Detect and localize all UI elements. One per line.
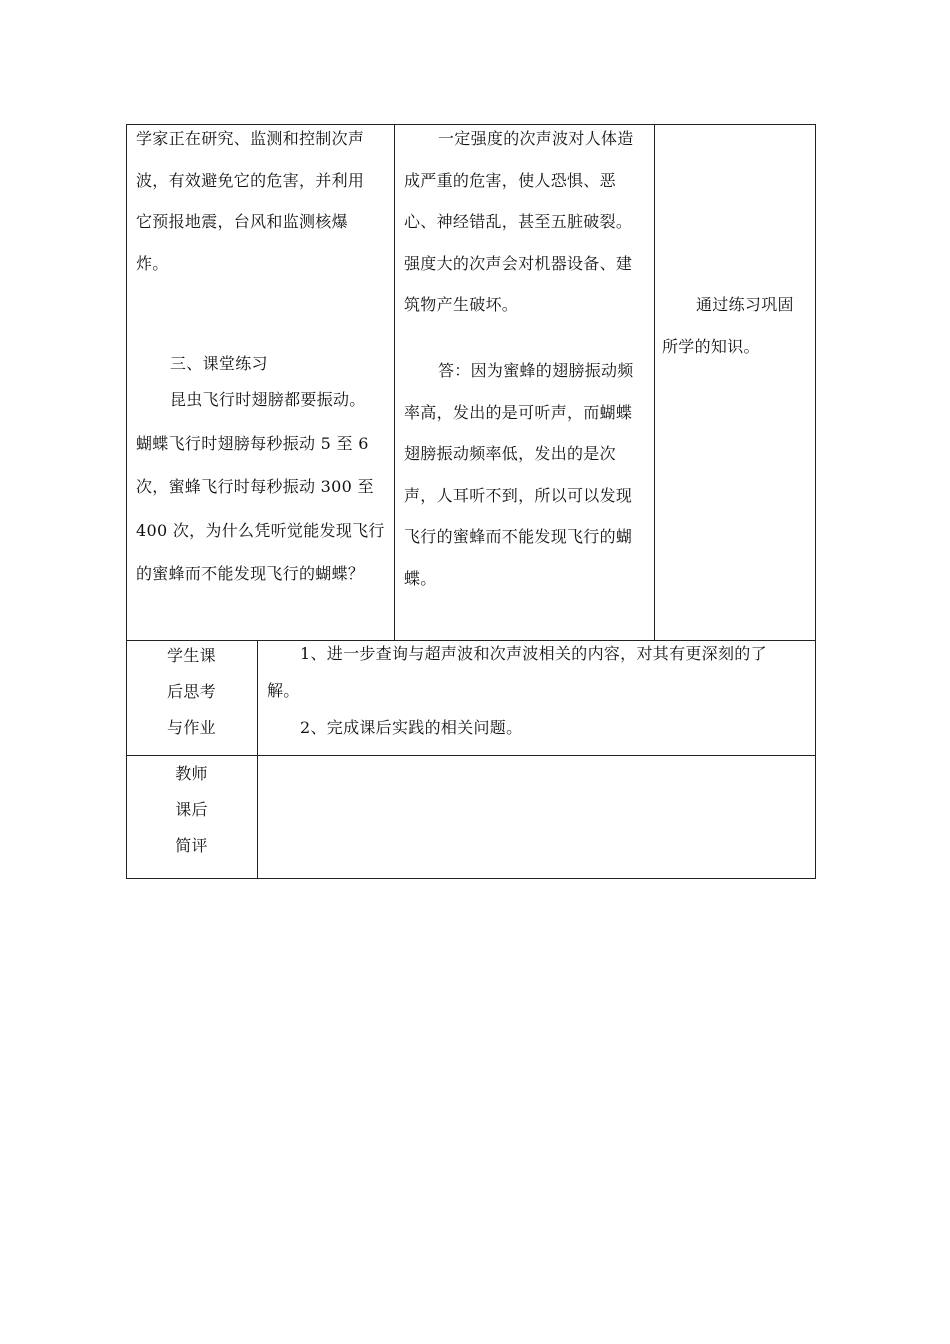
label-line: 简评 [175,836,208,855]
text-line: 成严重的危害，使人恐惧、恶 [404,170,616,190]
teacher-review-label [126,756,257,864]
label-line: 与作业 [167,718,216,737]
text-line: 蝶。 [404,568,437,588]
text-line: 声，人耳听不到，所以可以发现 [404,485,633,505]
text-line: 波，有效避免它的危害，并利用 [136,170,365,190]
exercise-question [136,378,391,596]
text-line: 炸。 [136,253,169,273]
homework-item: 2、完成课后实践的相关问题。 [300,718,523,737]
lesson-plan-table [126,124,816,879]
text-line: 翅膀振动频率低，发出的是次 [404,444,616,463]
section-heading: 三、课堂练习 [170,354,268,373]
homework-content [267,635,812,746]
text-line: 通过练习巩固 [696,295,794,314]
text-line: 次，蜜蜂飞行时每秒振动 300 至 [136,477,374,496]
text-line: 筑物产生破坏。 [404,295,519,314]
homework-label [126,638,257,746]
text-line: 率高，发出的是可听声，而蝴蝶 [404,402,633,422]
label-line: 学生课 [167,646,216,665]
homework-item: 解。 [267,681,300,700]
text-line: 所学的知识。 [662,336,760,356]
column-divider [654,124,655,640]
answer-text [404,350,650,599]
text-line: 它预报地震，台风和监测核爆 [136,212,348,231]
text-line: 昆虫飞行时翅膀都要振动。 [170,390,366,409]
label-line: 教师 [175,764,208,783]
text-line: 的蜜蜂而不能发现飞行的蝴蝶？ [136,564,365,583]
design-purpose-cell [662,284,812,367]
label-line: 课后 [175,800,208,819]
teaching-content-cell [136,118,386,284]
text-line: 强度大的次声会对机器设备、建 [404,253,633,273]
text-line: 答：因为蜜蜂的翅膀振动频 [438,361,634,380]
student-activity-cell [404,118,650,326]
text-line: 飞行的蜜蜂而不能发现飞行的蝴 [404,527,633,546]
text-line: 一定强度的次声波对人体造 [438,129,634,148]
text-line: 心、神经错乱，甚至五脏破裂。 [404,212,633,231]
text-line: 蝴蝶飞行时翅膀每秒振动 5 至 6 [136,433,369,453]
homework-item: 1、进一步查询与超声波和次声波相关的内容，对其有更深刻的了 [300,644,767,663]
label-line: 后思考 [167,682,216,701]
text-line: 400 次，为什么凭听觉能发现飞行 [136,520,385,540]
column-divider [394,124,395,640]
column-divider [257,640,258,879]
text-line: 学家正在研究、监测和控制次声 [136,129,365,148]
